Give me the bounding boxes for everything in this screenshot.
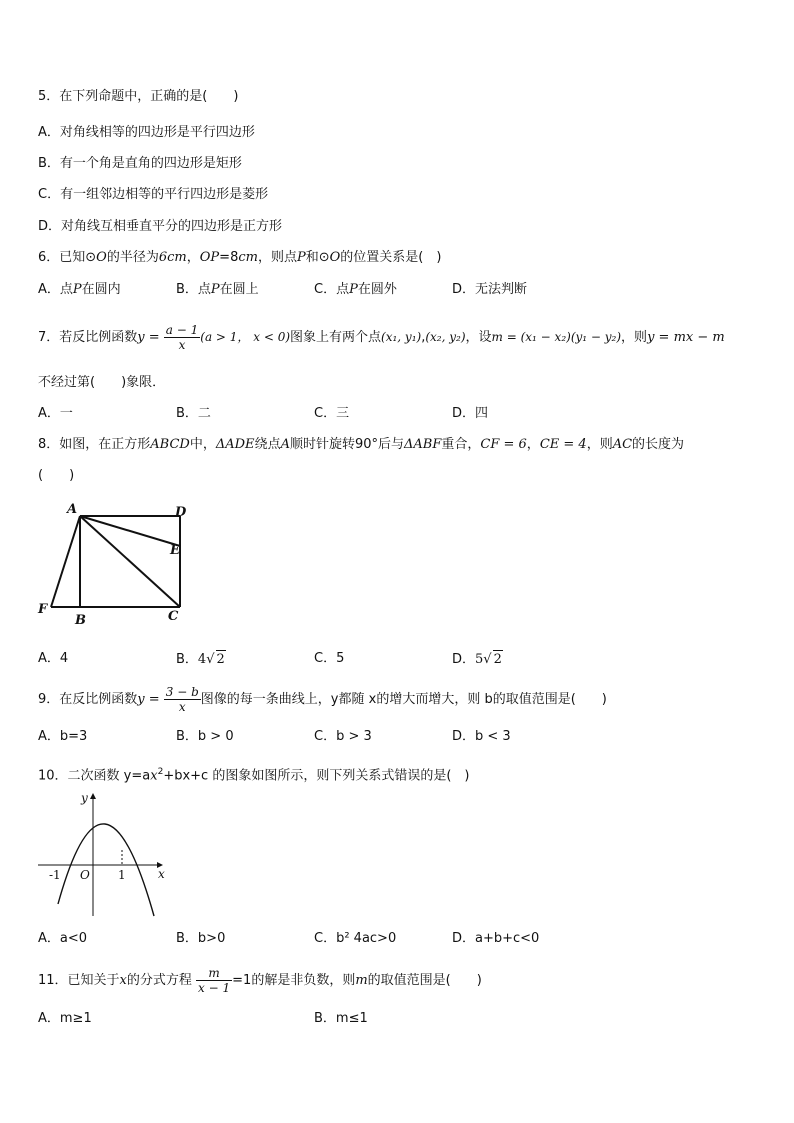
q8-square-figure [34, 500, 194, 628]
q9-option-a: A．b=3 [38, 729, 88, 744]
q8-option-d: D．5√ 2 [452, 652, 502, 667]
q6-option-d: D．无法判断 [452, 282, 528, 297]
q9-option-d: D．b < 3 [452, 729, 511, 744]
q7-option-c: C．三 [314, 406, 350, 421]
q7-option-b: B．二 [176, 406, 211, 421]
q9-option-c: C．b > 3 [314, 729, 372, 744]
q5-stem: 5．在下列命题中，正确的是( ) [38, 89, 239, 104]
q10-stem: 10．二次函数 $y=ax^2+bx+c$ 的图象如图所示，则下列关系式错误的是( ) [38, 767, 470, 784]
q10-option-c: C．b² 4ac>0 [314, 931, 397, 946]
q5-option-d: D．对角线互相垂直平分的四边形是正方形 [38, 219, 283, 234]
q9-option-b: B．b > 0 [176, 729, 234, 744]
q8-segment-ac [80, 516, 180, 607]
q10-label-y: y [81, 791, 88, 805]
q11-fraction: $\frac{m}{x - 1}$ [198, 966, 231, 995]
q7-fraction: $\frac{a - 1}{x}$ [165, 323, 199, 352]
q8-label-b: B [75, 613, 86, 628]
q5-option-c: C．有一组邻边相等的平行四边形是菱形 [38, 187, 269, 202]
q7-option-d: D．四 [452, 406, 489, 421]
q6-option-b: B．点P在圆上 [176, 282, 259, 297]
q9-stem: 9．在反比例函数y = $\frac{3 - b}{x}$ 图像的每一条曲线上，y都随 x的增大而增大，则 b的取值范围是( ) [38, 685, 607, 714]
q8-label-d: D [175, 505, 187, 520]
q10-label-origin: O [80, 868, 90, 882]
q6-stem: 6．已知⊙O的半径为6cm，OP=8cm，则点P和⊙O的位置关系是( ) [38, 250, 442, 265]
q10-label-x: x [158, 867, 165, 881]
q8-label-a: A [67, 502, 78, 517]
q7-stem: 7．若反比例函数y = $\frac{a - 1}{x}$ (a > 1， x < 0)图象上有两个点(x₁, y₁),(x₂, y₂)，设m = (x₁ − x₂)(y₁ − y₂)，则y = mx − m [38, 323, 725, 352]
q10-option-b: B．b>0 [176, 931, 226, 946]
q7-option-a: A．一 [38, 406, 73, 421]
q10-option-a: A．a<0 [38, 931, 88, 946]
q8-segment-af [51, 516, 80, 607]
q5-option-a: A．对角线相等的四边形是平行四边形 [38, 125, 255, 140]
q10-parabola-curve [58, 824, 154, 916]
q8-option-a: A．4 [38, 651, 69, 666]
q8-stem: 8．如图，在正方形ABCD中，ΔADE绕点A顺时针旋转90°后与ΔABF重合，CF = 6，CE = 4，则AC的长度为 [38, 437, 685, 452]
q8-label-e: E [170, 543, 180, 558]
q11-option-b: B．m≤1 [314, 1011, 368, 1026]
q8-option-b: B．4√ 2 [176, 652, 225, 667]
q10-parabola-graph [34, 788, 174, 918]
q10-option-d: D．a+b+c<0 [452, 931, 540, 946]
q8-label-f: F [38, 602, 48, 617]
q8-label-c: C [168, 609, 179, 624]
q8-stem-line2: ( ) [38, 468, 75, 483]
q6-option-a: A．点P在圆内 [38, 282, 121, 297]
q6-option-c: C．点P在圆外 [314, 282, 397, 297]
q9-fraction: $\frac{3 - b}{x}$ [165, 685, 199, 714]
q5-option-b: B．有一个角是直角的四边形是矩形 [38, 156, 242, 171]
q10-label-neg1: -1 [49, 868, 61, 882]
q8-option-c: C．5 [314, 651, 345, 666]
q7-stem-line2: 不经过第( )象限． [38, 375, 166, 390]
q11-stem: 11．已知关于x的分式方程 $\frac{m}{x - 1}$ =1的解是非负数，则m的取值范围是( ) [38, 966, 482, 995]
q11-option-a: A．m≥1 [38, 1011, 92, 1026]
q10-label-1: 1 [118, 868, 126, 882]
